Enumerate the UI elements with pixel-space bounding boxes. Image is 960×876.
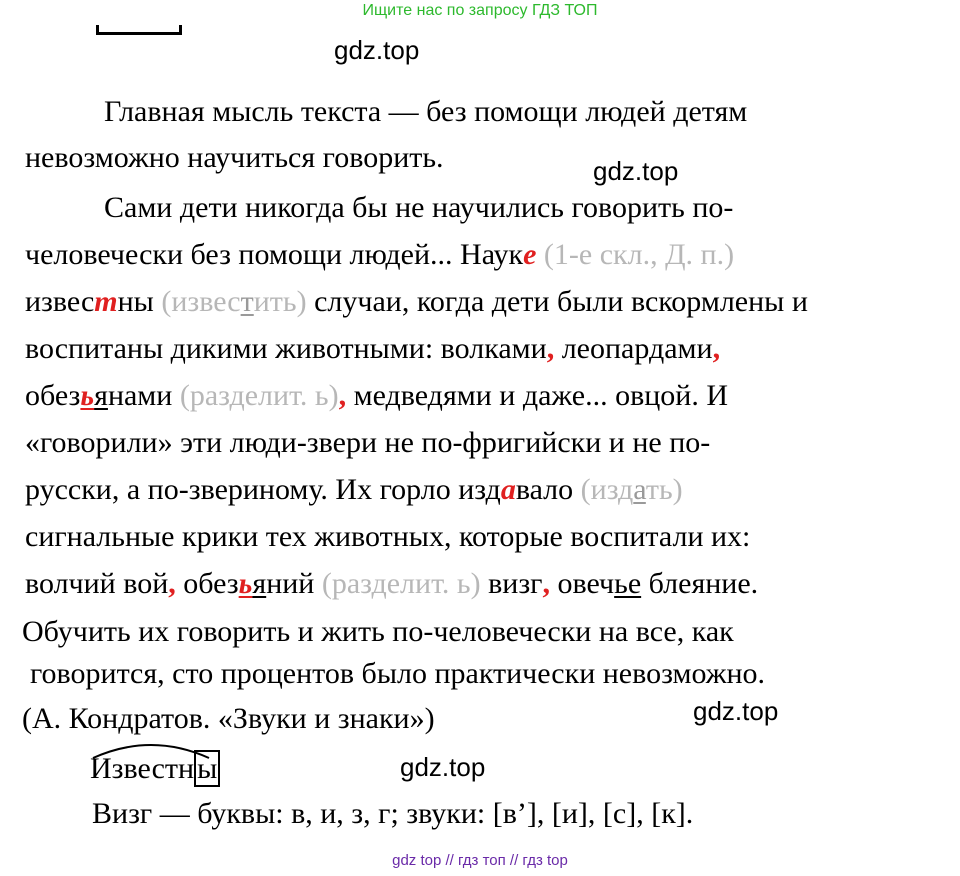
watermark: gdz.top <box>593 156 679 186</box>
text-fragment: ть) <box>645 473 683 506</box>
spelling-highlight: а <box>500 473 516 506</box>
soft-sign-highlight: ь <box>80 379 95 412</box>
grammar-hint <box>161 285 306 318</box>
text-fragment: визг <box>488 567 543 600</box>
text-source: (А. Кондратов. «Звуки и знаки») <box>22 702 435 735</box>
check-letter: т <box>240 285 254 318</box>
soft-sign-highlight: ь <box>238 567 253 600</box>
text-fragment: русски, а по-звериному. Их горло изд <box>25 473 501 506</box>
letters-sounds: Визг — буквы: в, и, з, г; звуки: [в’], [и], [с], [к]. <box>92 797 694 830</box>
text-fragment: обез <box>25 379 81 412</box>
text-fragment: обез <box>183 567 239 600</box>
main-thought-line-2: невозможно научиться говорить. <box>25 141 444 174</box>
text-fragment: (изд <box>580 473 634 506</box>
text-fragment: случаи, когда дети были вскормлены и <box>314 285 808 318</box>
text-line-8: сигнальные крики тех животных, которые воспитали их: <box>25 520 751 553</box>
text-line-11: говорится, сто процентов было практически невозможно. <box>30 657 766 690</box>
iotated-vowel: я <box>94 379 108 412</box>
main-thought-line-1: Главная мысль текста — без помощи людей детям <box>104 95 748 128</box>
comma-highlight: , <box>542 567 550 600</box>
text-line-4 <box>25 332 720 366</box>
grammar-hint: (разделит. ь) <box>321 567 481 600</box>
text-fragment: (извес <box>161 285 241 318</box>
watermark: gdz.top <box>693 696 779 726</box>
soft-sign-ending: ье <box>614 567 642 600</box>
comma-highlight: , <box>546 332 555 365</box>
text-line-7 <box>25 473 683 507</box>
text-fragment: леопардами <box>561 332 713 365</box>
text-line-9 <box>25 567 758 601</box>
search-banner: Ищите нас по запросу ГДЗ ТОП <box>362 2 598 19</box>
text-line-5 <box>25 379 728 413</box>
word-root: Известн <box>90 752 195 785</box>
text-fragment: ны <box>117 285 154 318</box>
comma-highlight: , <box>168 567 176 600</box>
watermark: gdz.top <box>400 752 486 782</box>
text-fragment: нами <box>107 379 173 412</box>
text-fragment: ний <box>266 567 315 600</box>
cropped-scheme-mark <box>96 10 182 35</box>
spelling-highlight: т <box>94 285 118 318</box>
text-fragment: вало <box>515 473 574 506</box>
check-letter: а <box>633 473 646 506</box>
grammar-hint: (разделит. ь) <box>179 379 339 412</box>
word-analysis <box>90 752 220 786</box>
text-fragment: медведями и даже... овцой. И <box>353 379 729 412</box>
text-fragment: блеяние. <box>648 567 759 600</box>
text-line-2 <box>25 238 734 272</box>
comma-highlight: , <box>338 379 347 412</box>
grammar-hint <box>581 473 683 506</box>
text-line-1: Сами дети никогда бы не научились говорить по- <box>104 191 734 224</box>
text-line-3 <box>25 285 808 319</box>
text-line-6: «говорили» эти люди-звери не по-фригийски и не по- <box>25 426 711 459</box>
spelling-highlight: е <box>523 238 537 271</box>
grammar-hint: (1-е скл., Д. п.) <box>543 238 735 271</box>
text-fragment: человечески без помощи людей... Наук <box>25 238 524 271</box>
text-fragment: ить) <box>253 285 307 318</box>
footer-watermark: gdz top // гдз топ // гдз top <box>392 852 568 869</box>
iotated-vowel: я <box>252 567 267 600</box>
text-fragment: волчий вой <box>25 567 169 600</box>
comma-highlight: , <box>712 332 721 365</box>
text-fragment: овеч <box>557 567 615 600</box>
text-fragment: воспитаны дикими животными: волками <box>25 332 547 365</box>
text-fragment: извес <box>25 285 95 318</box>
text-line-10: Обучить их говорить и жить по-человечески на все, как <box>22 615 734 648</box>
word-ending: ы <box>194 750 220 787</box>
watermark: gdz.top <box>334 35 420 65</box>
